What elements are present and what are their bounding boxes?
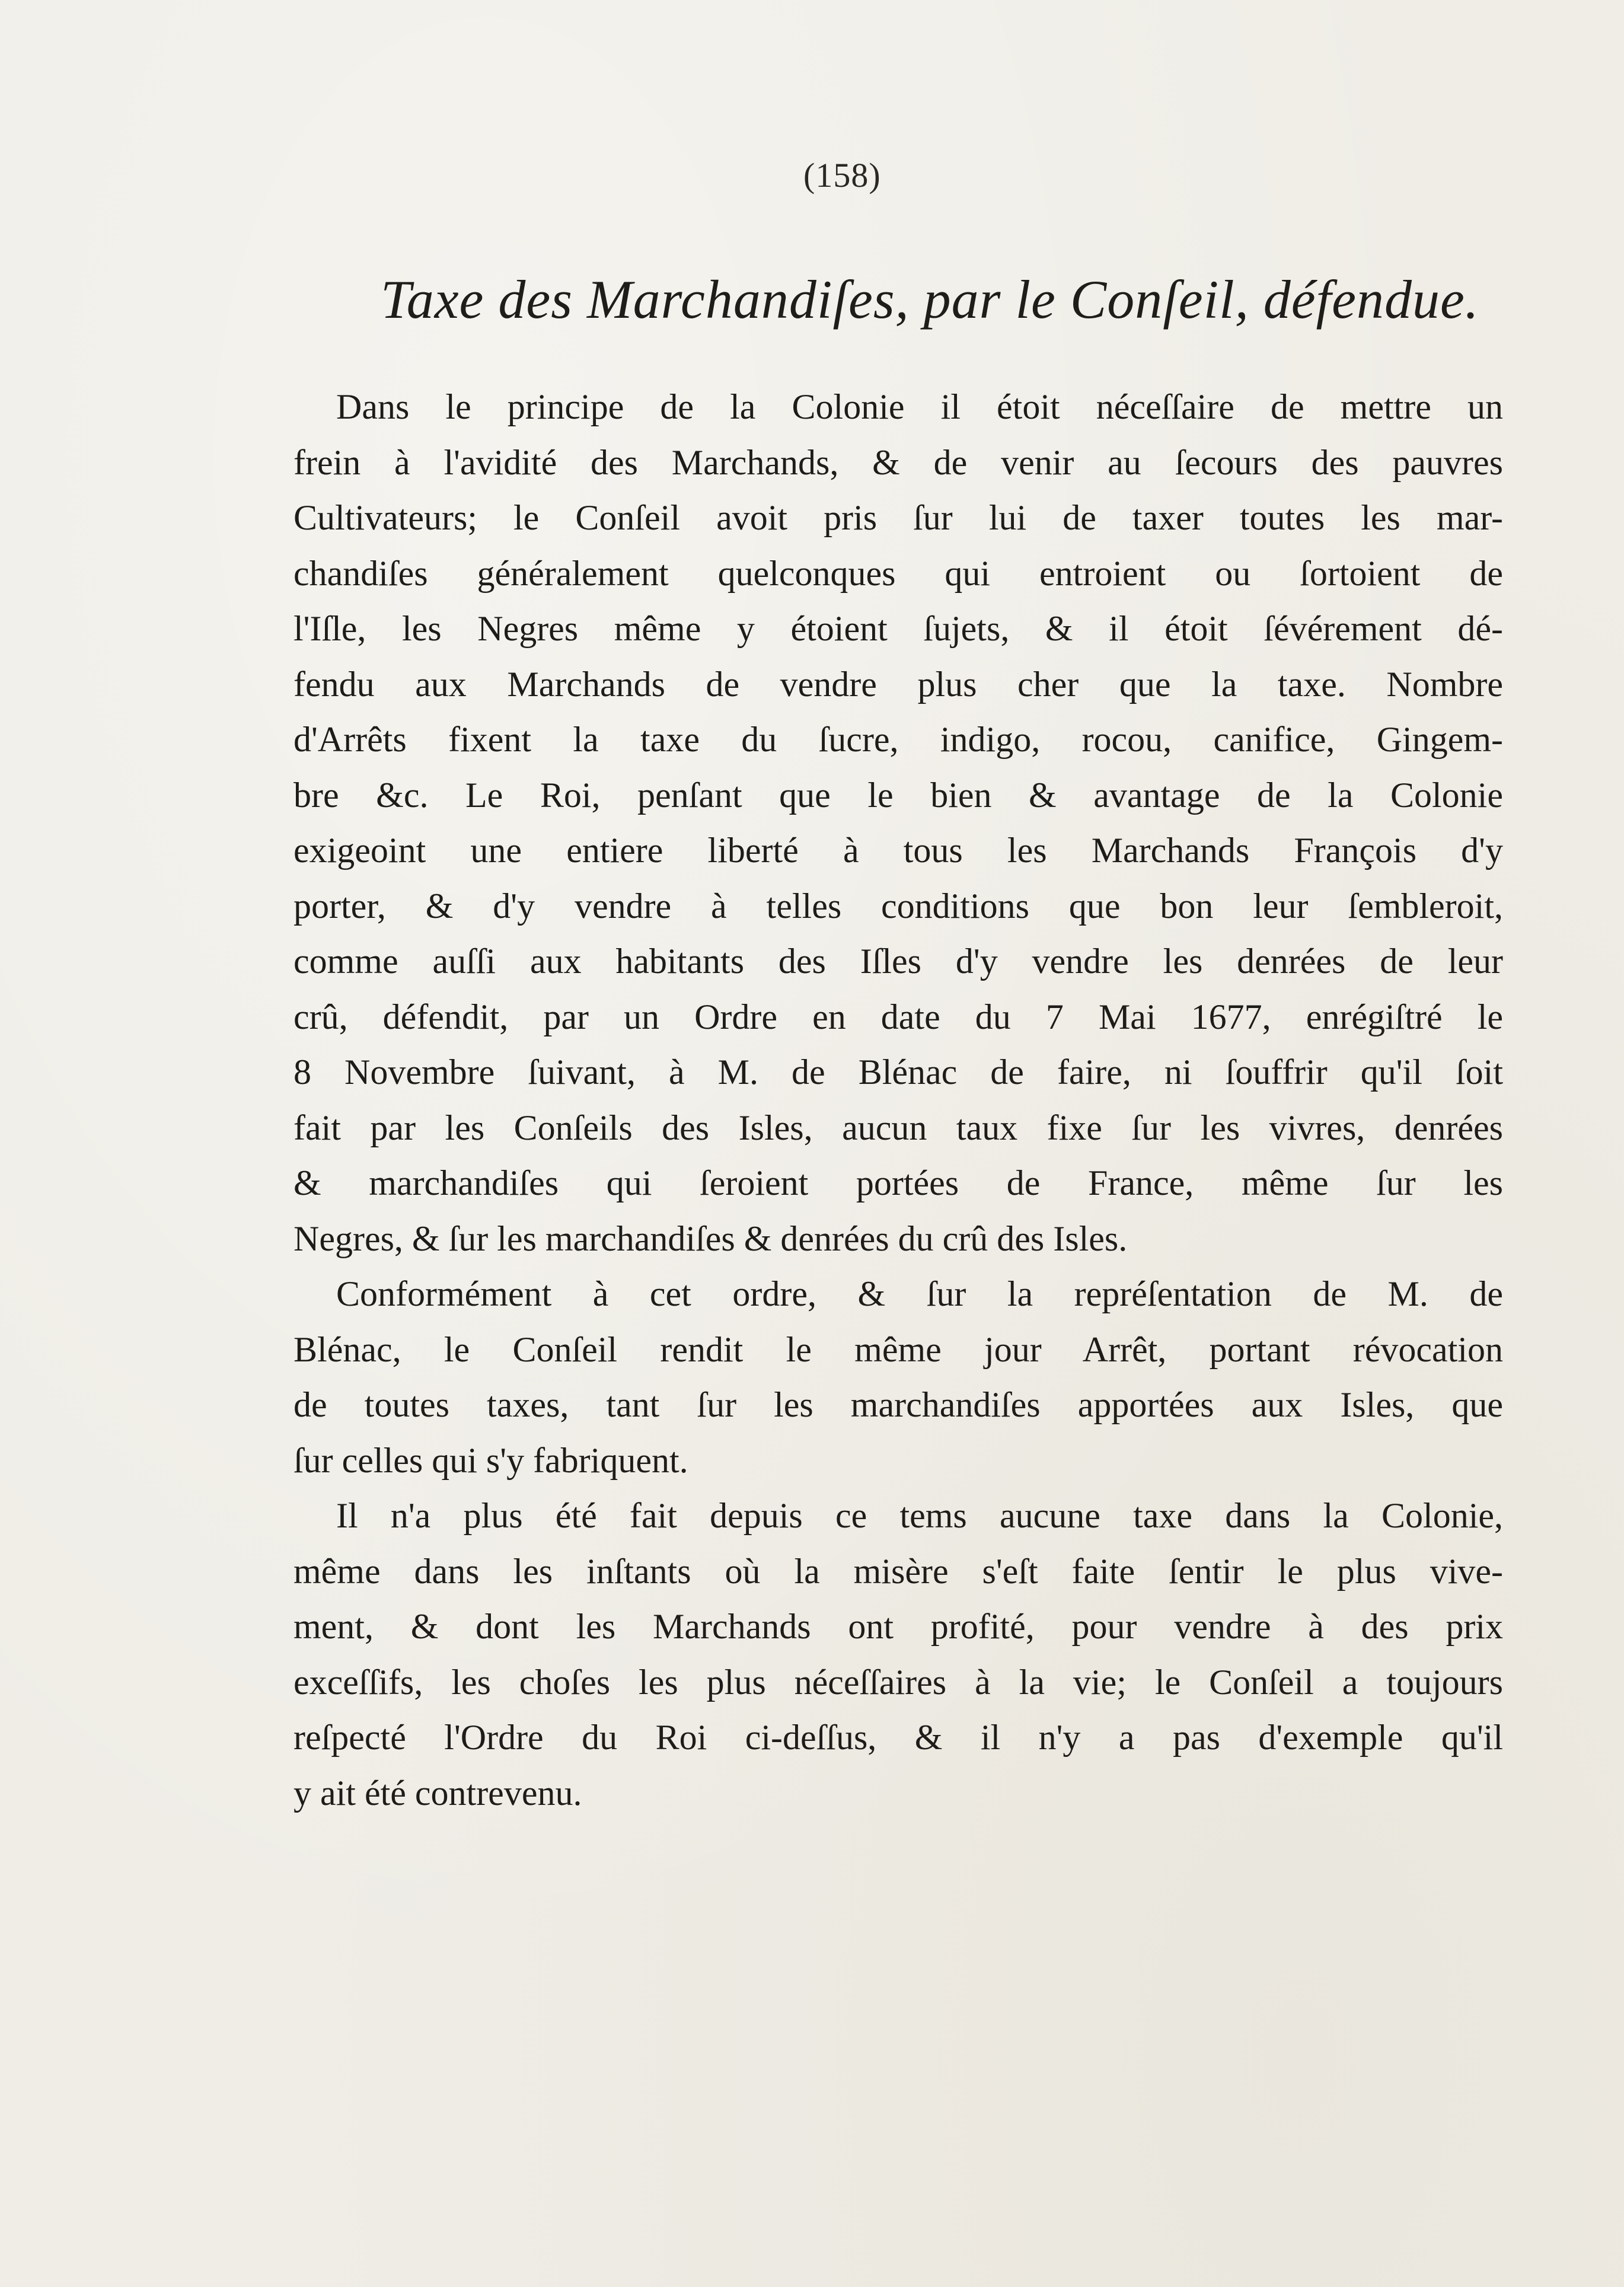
text-line: 8 Novembre ſuivant, à M. de Blénac de faire, ni ſouffrir qu'il ſoit [293,1052,1503,1092]
text-line: même dans les inſtants où la misère s'eſt faite ſentir le plus vive- [293,1551,1503,1591]
paragraph-2 [293,1267,1503,1488]
text-line: de toutes taxes, tant ſur les marchandiſes apportées aux Isles, que [293,1385,1503,1424]
text-line: bre &c. Le Roi, penſant que le bien & avantage de la Colonie [293,775,1503,815]
text-line: chandiſes généralement quelconques qui entroient ou ſortoient de [293,553,1503,593]
paragraph-3 [293,1488,1503,1821]
text-line: Il n'a plus été fait depuis ce tems aucune taxe dans la Colonie, [336,1496,1503,1535]
text-line: fendu aux Marchands de vendre plus cher que la taxe. Nombre [293,664,1503,704]
text-line: crû, défendit, par un Ordre en date du 7 Mai 1677, enrégiſtré le [293,997,1503,1036]
text-line: reſpecté l'Ordre du Roi ci-deſſus, & il n'y a pas d'exemple qu'il [293,1718,1503,1757]
text-line: Cultivateurs; le Conſeil avoit pris ſur lui de taxer toutes les mar- [293,498,1503,537]
text-line: frein à l'avidité des Marchands, & de venir au ſecours des pauvres [293,442,1503,482]
paragraph-1 [293,379,1503,1267]
text-line: Negres, & ſur les marchandiſes & denrées du crû des Isles. [293,1219,1128,1258]
text-line: exceſſifs, les choſes les plus néceſſaires à la vie; le Conſeil a toujours [293,1662,1503,1702]
text-line: Conformément à cet ordre, & ſur la repréſentation de M. de [336,1274,1503,1313]
text-line: & marchandiſes qui ſeroient portées de France, même ſur les [293,1163,1503,1202]
text-line: porter, & d'y vendre à telles conditions que bon leur ſembleroit, [293,886,1503,926]
text-line: fait par les Conſeils des Isles, aucun taux fixe ſur les vivres, denrées [293,1108,1503,1147]
text-line: l'Iſle, les Negres même y étoient ſujets, & il étoit ſévérement dé- [293,609,1503,648]
text-line: ſur celles qui s'y fabriquent. [293,1440,688,1480]
text-line: comme auſſi aux habitants des Iſles d'y vendre les denrées de leur [293,942,1503,981]
page-number: (158) [803,156,881,194]
text-line: d'Arrêts fixent la taxe du ſucre, indigo, rocou, canifice, Gingem- [293,720,1503,759]
text-line: Dans le principe de la Colonie il étoit néceſſaire de mettre un [336,387,1503,426]
text-line: y ait été contrevenu. [293,1773,582,1813]
text-line: ment, & dont les Marchands ont profité, pour vendre à des prix [293,1607,1503,1646]
text-line: Blénac, le Conſeil rendit le même jour Arrêt, portant révocation [293,1329,1503,1369]
body-text [293,379,1503,1821]
section-title: Taxe des Marchandiſes, par le Conſeil, défendue. [381,269,1479,330]
text-line: exigeoint une entiere liberté à tous les Marchands François d'y [293,831,1503,870]
